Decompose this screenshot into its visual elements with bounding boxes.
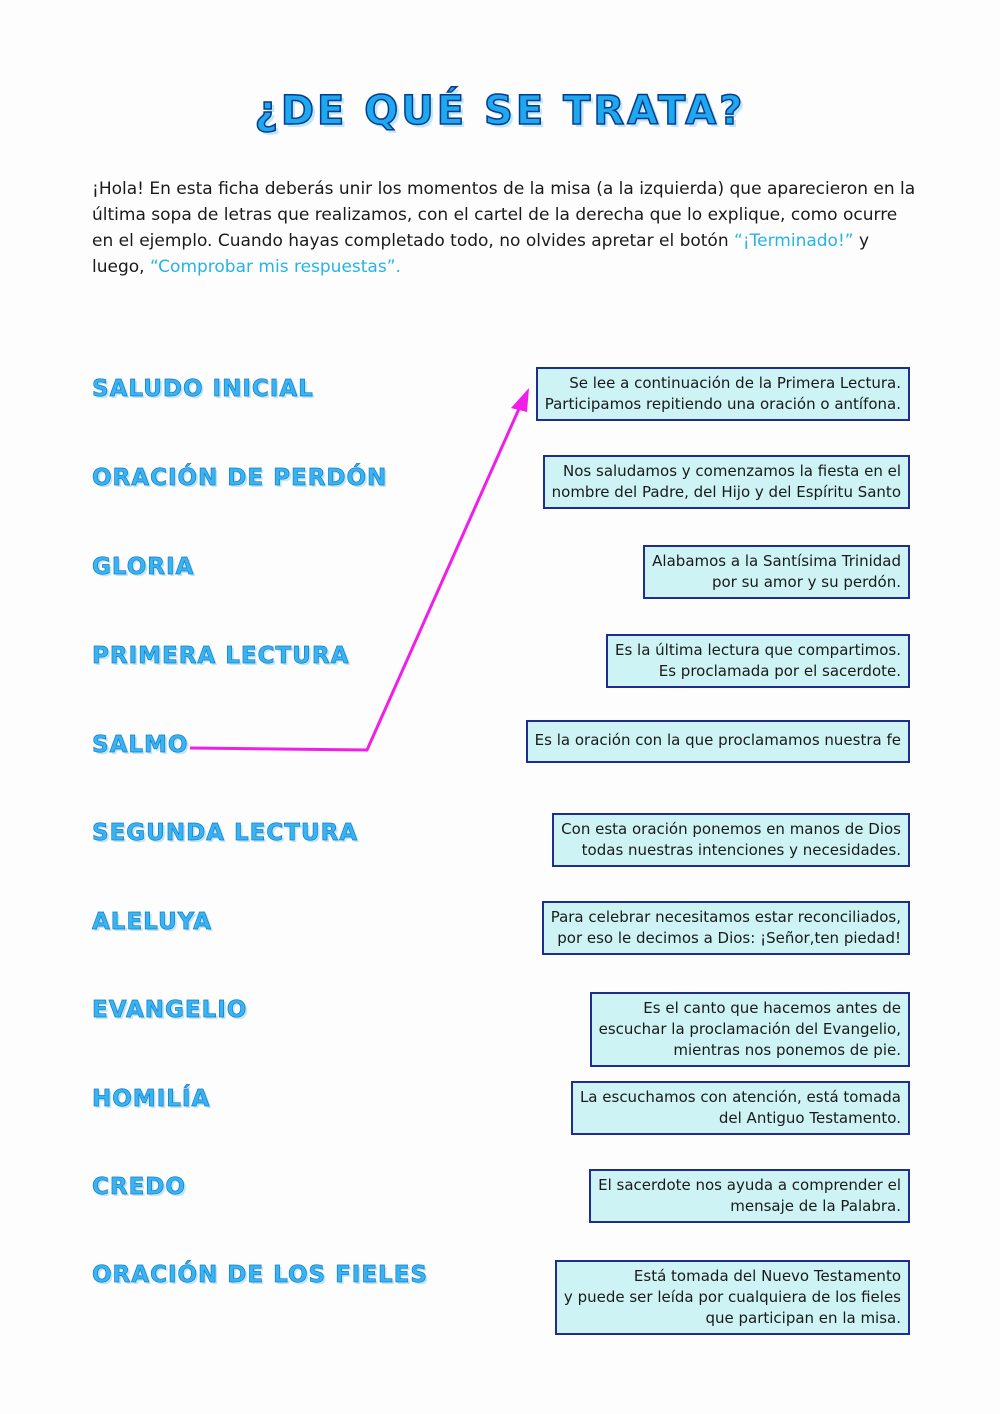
terminado-button-reference: “¡Terminado!” [734,231,854,251]
description-card-1[interactable] [536,367,910,421]
description-card-7[interactable] [542,901,910,955]
description-card-11[interactable] [555,1260,910,1335]
card-line: La escuchamos con atención, está tomada [579,1088,901,1106]
arrowhead-icon [511,388,529,412]
card-line: del Antiguo Testamento. [718,1109,901,1127]
moment-saludo-inicial[interactable]: SALUDO INICIAL [92,376,314,402]
moment-evangelio[interactable]: EVANGELIO [92,997,248,1023]
card-line: nombre del Padre, del Hijo y del Espíritu Santo [551,483,901,501]
moment-oracion-de-los-fieles[interactable]: ORACIÓN DE LOS FIELES [92,1262,428,1288]
card-line: todas nuestras intenciones y necesidades. [581,841,901,859]
card-line: Participamos repitiendo una oración o antífona. [544,395,901,413]
moment-oracion-de-perdon[interactable]: ORACIÓN DE PERDÓN [92,465,388,491]
description-card-10[interactable] [589,1169,910,1223]
description-card-6[interactable] [552,813,910,867]
card-line: Nos saludamos y comenzamos la fiesta en el [563,462,901,480]
card-line: Está tomada del Nuevo Testamento [633,1267,901,1285]
instructions-paragraph [92,176,922,280]
connector-line [190,402,522,750]
card-line: y puede ser leída por cualquiera de los fieles [563,1288,901,1306]
description-card-2[interactable] [543,455,910,509]
description-card-9[interactable] [571,1081,910,1135]
card-line: Se lee a continuación de la Primera Lectura. [569,374,901,392]
moment-primera-lectura[interactable]: PRIMERA LECTURA [92,643,350,669]
card-line: Es la oración con la que proclamamos nuestra fe [534,731,901,749]
card-line: Es la última lectura que compartimos. [614,641,901,659]
moment-credo[interactable]: CREDO [92,1174,186,1200]
page-title: ¿DE QUÉ SE TRATA? [254,88,746,134]
card-line: El sacerdote nos ayuda a comprender el [598,1176,901,1194]
card-line: mensaje de la Palabra. [730,1197,901,1215]
card-line: escuchar la proclamación del Evangelio, [598,1020,901,1038]
card-line: Es el canto que hacemos antes de [643,999,901,1017]
description-card-5[interactable] [526,720,910,763]
card-line: por su amor y su perdón. [711,573,901,591]
moment-aleluya[interactable]: ALELUYA [92,909,212,935]
card-line: Con esta oración ponemos en manos de Dios [561,820,901,838]
description-card-3[interactable] [643,545,910,599]
card-line: Es proclamada por el sacerdote. [658,662,901,680]
instructions-text-1: ¡Hola! En esta ficha deberás unir los momentos de la misa (a la izquierda) que aparecieron en la última sopa de letras que realizamos, con el cartel de la derecha que lo explique, como ocurre en el ejemplo. Cuando hayas completado todo, no olvides apretar el botón [92,179,916,251]
description-card-4[interactable] [606,634,910,688]
moment-homilia[interactable]: HOMILÍA [92,1086,211,1112]
instructions-text-2: y luego, [92,231,870,277]
comprobar-button-reference: “Comprobar mis respuestas”. [149,257,401,277]
card-line: por eso le decimos a Dios: ¡Señor,ten piedad! [557,929,901,947]
moment-segunda-lectura[interactable]: SEGUNDA LECTURA [92,820,359,846]
moment-gloria[interactable]: GLORIA [92,554,195,580]
card-line: Alabamos a la Santísima Trinidad [652,552,901,570]
card-line: que participan en la misa. [705,1309,901,1327]
moment-salmo[interactable]: SALMO [92,732,189,758]
card-line: Para celebrar necesitamos estar reconciliados, [550,908,901,926]
description-card-8[interactable] [590,992,910,1067]
card-line: mientras nos ponemos de pie. [673,1041,901,1059]
